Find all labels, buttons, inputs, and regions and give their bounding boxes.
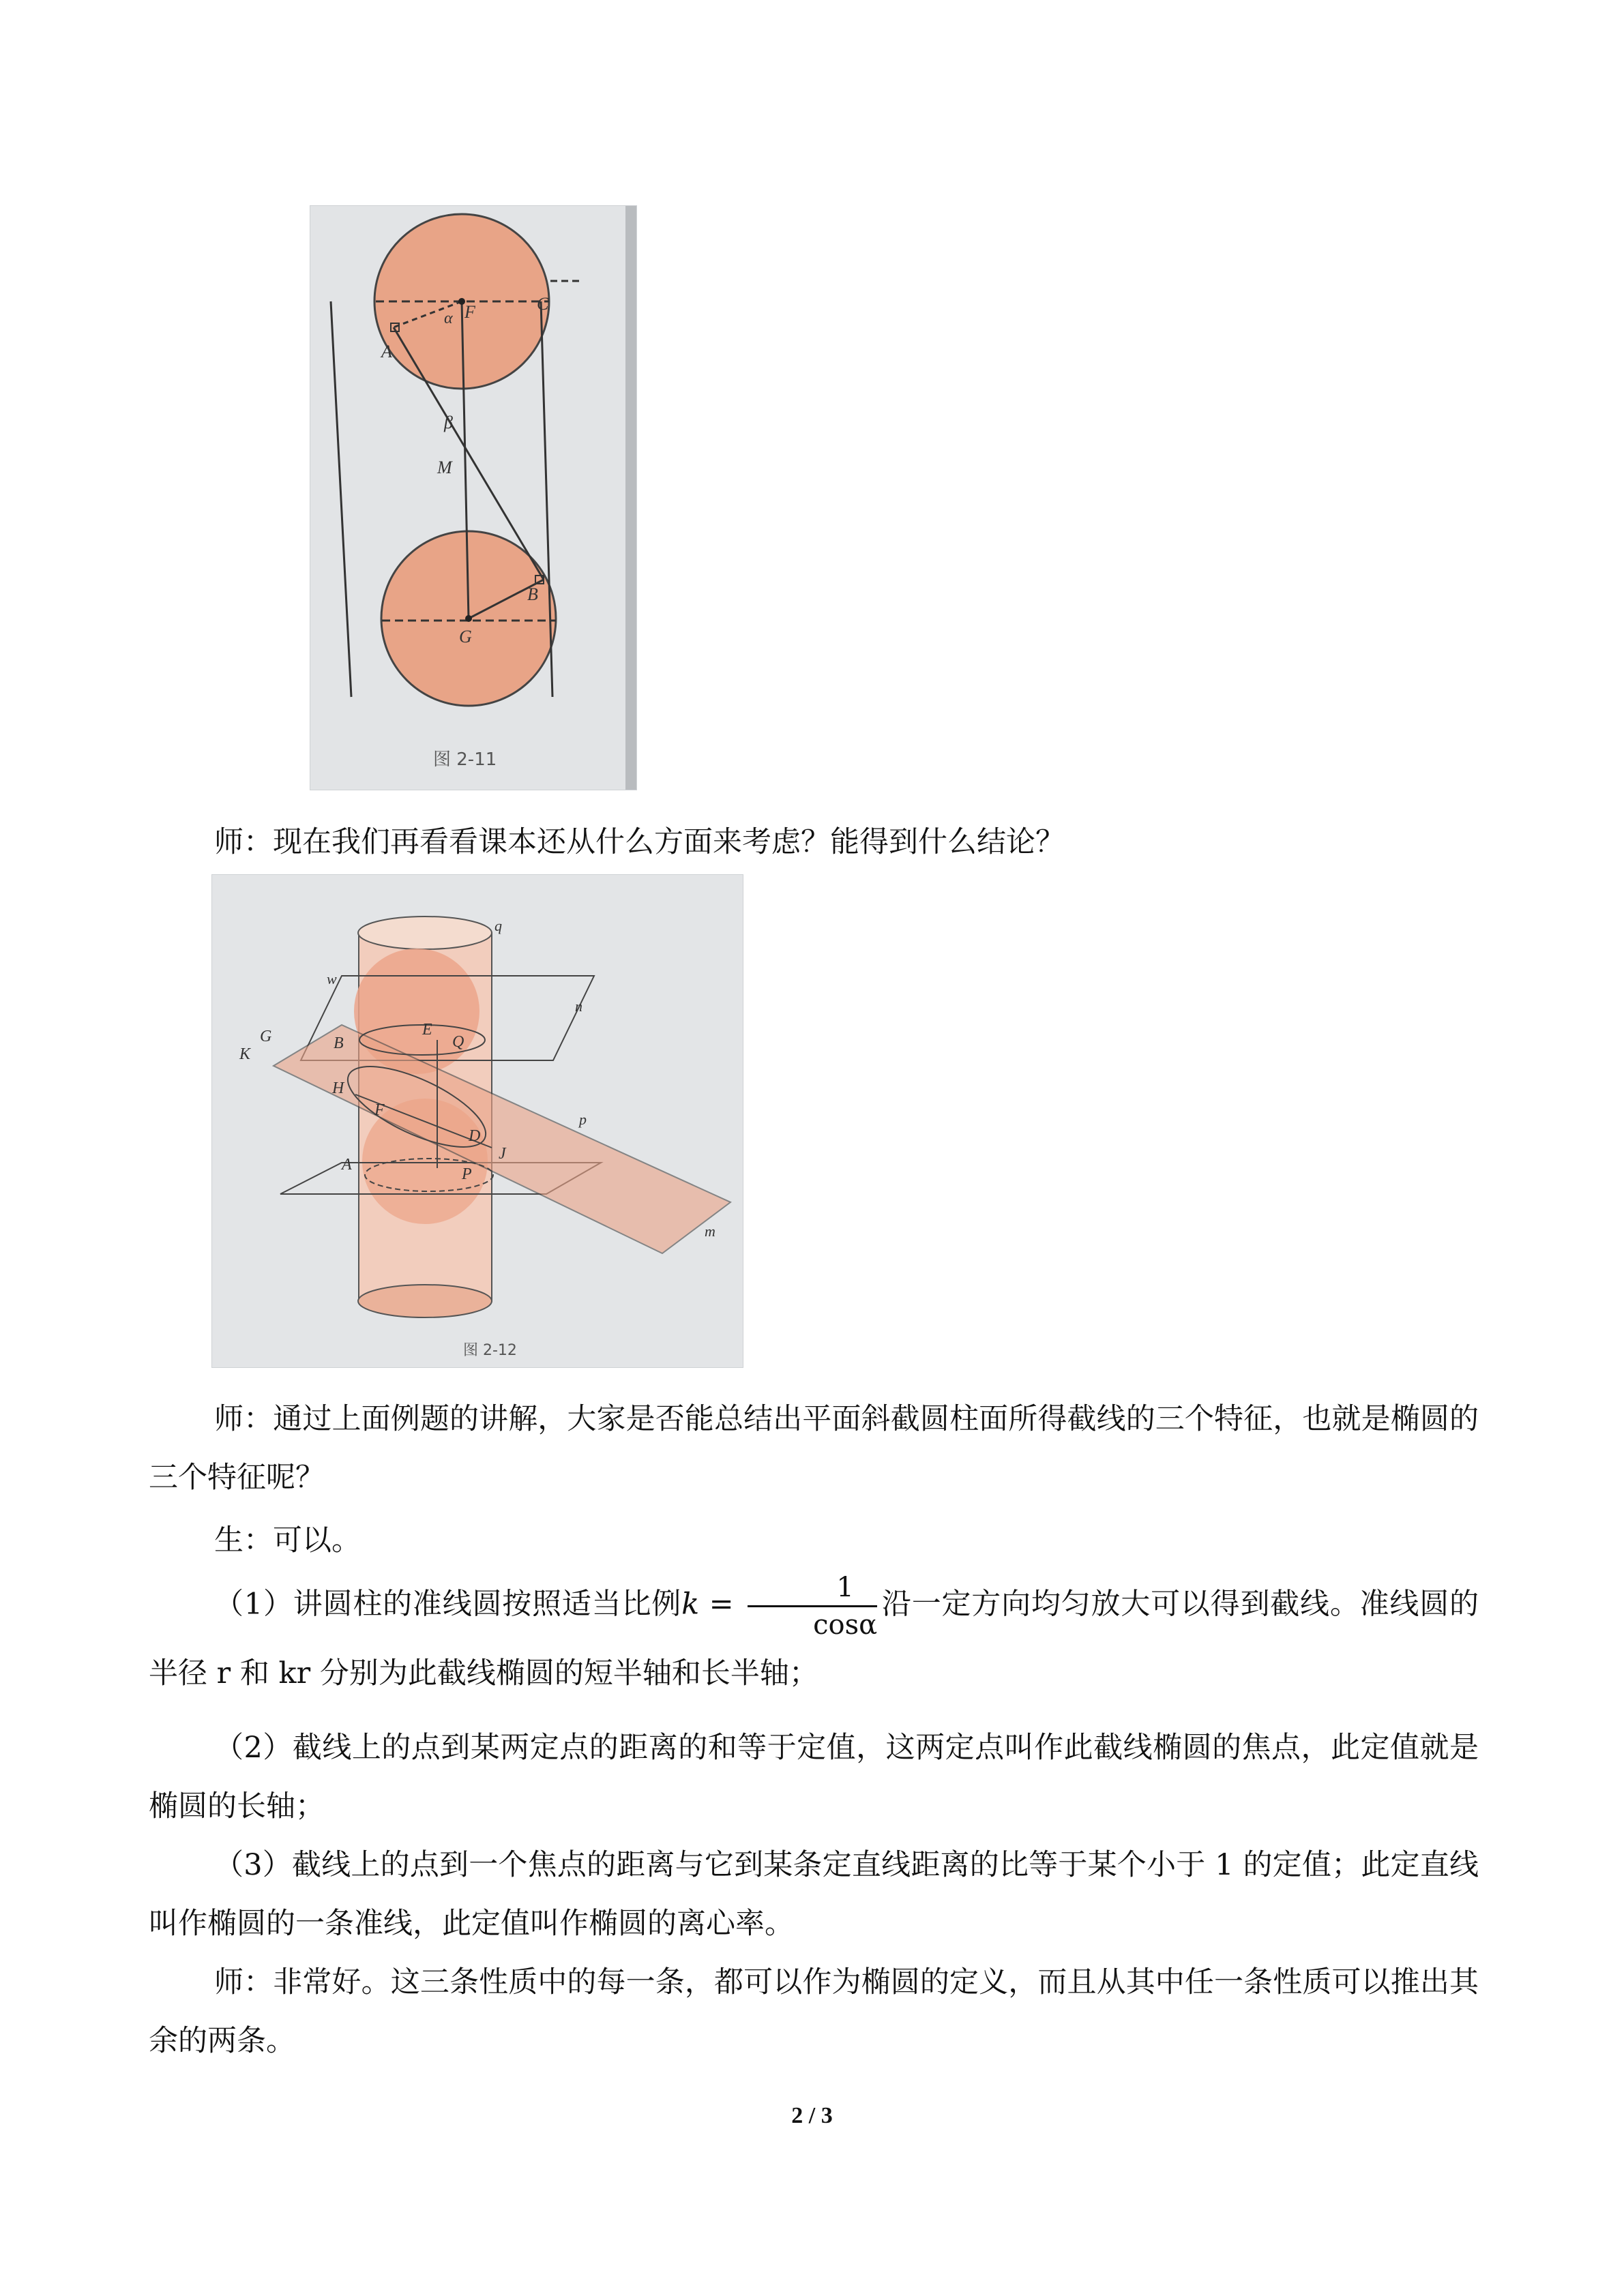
figure-2-11-caption: 图 2-11: [433, 749, 497, 770]
property-1-equals: =: [699, 1587, 744, 1622]
figure-2-12: [212, 875, 743, 1367]
label-F: F: [374, 1101, 385, 1119]
label-m: m: [705, 1223, 715, 1240]
label-K: K: [239, 1045, 251, 1063]
label-F: F: [464, 302, 475, 322]
label-G: G: [260, 1028, 272, 1045]
label-B: B: [334, 1034, 344, 1052]
label-P: P: [462, 1165, 472, 1183]
label-q: q: [494, 917, 502, 934]
figure-2-11-drawing: [310, 206, 636, 790]
label-p: p: [579, 1111, 587, 1128]
label-J: J: [499, 1145, 506, 1163]
label-G: G: [459, 627, 472, 646]
fraction-denominator: cosα: [813, 1609, 878, 1641]
page-number: 2 / 3: [791, 2103, 833, 2128]
figure-2-12-caption: 图 2-12: [463, 1342, 517, 1359]
label-w: w: [327, 970, 337, 987]
paragraph-property-1: [149, 1570, 1479, 1704]
property-1-text-before: （1）讲圆柱的准线圆按照适当比例: [214, 1587, 682, 1622]
label-beta: β: [444, 413, 453, 432]
paragraph-teacher-question: 师：现在我们再看看课本还从什么方面来考虑？能得到什么结论？: [214, 825, 1065, 859]
label-D: D: [469, 1127, 481, 1145]
label-B: B: [527, 584, 538, 604]
label-Q: Q: [452, 1033, 464, 1051]
paragraph-teacher-summary: 师：通过上面例题的讲解，大家是否能总结出平面斜截圆柱面所得截线的三个特征，也就是椭圆的三个特征呢？: [149, 1402, 1479, 1495]
paragraph-property-2: （2）截线上的点到某两定点的距离的和等于定值，这两定点叫作此截线椭圆的焦点，此定值就是椭圆的长轴；: [149, 1731, 1479, 1823]
label-E: E: [422, 1021, 432, 1039]
fraction-numerator: 1: [748, 1570, 877, 1607]
label-n: n: [575, 998, 582, 1015]
label-M: M: [437, 458, 452, 477]
label-alpha: α: [444, 310, 453, 327]
paragraph-teacher-conclusion: 师：非常好。这三条性质中的每一条，都可以作为椭圆的定义，而且从其中任一条性质可以推出其余的两条。: [149, 1965, 1479, 2058]
figure-2-12-drawing: [212, 875, 743, 1367]
label-A: A: [342, 1156, 352, 1174]
property-1-k: k: [681, 1587, 700, 1622]
label-C: C: [537, 294, 549, 314]
paragraph-student-answer: 生：可以。: [214, 1523, 361, 1557]
property-1-text-after: 沿一定方向均匀放大可以得到截线。准线圆的半径 r 和 kr 分别为此截线椭圆的短半轴和长半轴；: [149, 1587, 1479, 1690]
label-H: H: [332, 1079, 344, 1097]
figure-2-11: [310, 206, 636, 790]
fraction-k: [748, 1570, 877, 1643]
label-A: A: [381, 342, 392, 361]
paragraph-property-3: （3）截线上的点到一个焦点的距离与它到某条定直线距离的比等于某个小于 1 的定值；此定直线叫作椭圆的一条准线，此定值叫作椭圆的离心率。: [149, 1848, 1479, 1941]
